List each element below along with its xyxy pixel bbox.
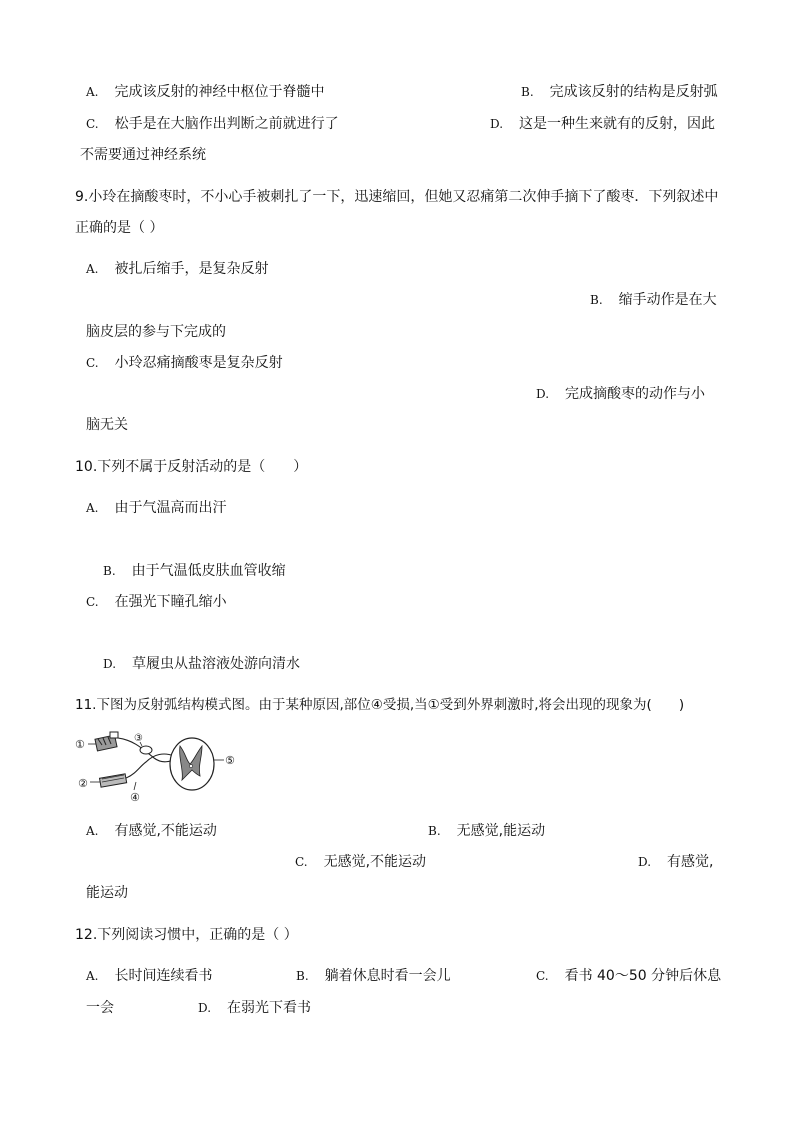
option-letter: A. <box>86 262 99 276</box>
q12-option-c <box>536 966 721 986</box>
q9-option-b <box>590 290 717 310</box>
q9-stem-line2: 正确的是（ ） <box>75 220 164 236</box>
option-text: 有感觉, <box>667 854 714 870</box>
option-text: 无感觉,不能运动 <box>323 854 427 870</box>
q9-option-b-continued: 脑皮层的参与下完成的 <box>86 324 226 340</box>
option-letter: A. <box>86 85 99 99</box>
option-letter: A. <box>86 824 99 838</box>
option-text: 松手是在大脑作出判断之前就进行了 <box>114 116 339 132</box>
option-letter: C. <box>86 117 99 131</box>
option-letter: C. <box>86 595 99 609</box>
q11-stem: 11.下图为反射弧结构模式图。由于某种原因,部位④受损,当①受到外界刺激时,将会出现的现象为( ) <box>75 697 685 713</box>
diagram-label-3: ③ <box>134 733 143 744</box>
q9-option-a <box>86 259 268 279</box>
effector-illustration <box>100 774 127 787</box>
diagram-label-2: ② <box>78 777 88 790</box>
q10-option-a <box>86 498 226 518</box>
option-text: 无感觉,能运动 <box>456 823 546 839</box>
q11-option-d-continued: 能运动 <box>86 885 128 901</box>
q8-option-d <box>490 114 715 134</box>
q11-option-c <box>295 852 426 872</box>
option-letter: D. <box>103 657 117 671</box>
q12-option-a <box>86 966 212 986</box>
q10-option-b <box>103 561 286 581</box>
option-text: 草履虫从盐溶液处游向清水 <box>132 656 301 672</box>
receptor-illustration <box>95 732 118 751</box>
diagram-label-1: ① <box>75 738 85 751</box>
option-letter: A. <box>86 501 99 515</box>
option-text: 在强光下瞳孔缩小 <box>114 594 227 610</box>
efferent-nerve <box>126 754 174 778</box>
q10-option-c <box>86 592 227 612</box>
reflex-arc-diagram <box>74 730 244 802</box>
option-letter: B. <box>428 824 441 838</box>
option-letter: D. <box>490 117 504 131</box>
option-text: 由于气温高而出汗 <box>114 500 227 516</box>
option-text: 完成摘酸枣的动作与小 <box>565 386 706 402</box>
q9-option-c <box>86 353 283 373</box>
q11-option-d <box>638 852 713 872</box>
option-letter: C. <box>86 356 99 370</box>
q10-option-d <box>103 654 300 674</box>
q8-option-c <box>86 114 339 134</box>
q12-option-c-continued: 一会 <box>86 1000 114 1016</box>
option-letter: B. <box>521 85 534 99</box>
option-text: 躺着休息时看一会儿 <box>324 968 451 984</box>
option-letter: A. <box>86 969 99 983</box>
option-text: 有感觉,不能运动 <box>114 823 217 839</box>
option-letter: D. <box>536 387 550 401</box>
option-text: 完成该反射的结构是反射弧 <box>549 84 718 100</box>
option-text: 小玲忍痛摘酸枣是复杂反射 <box>114 355 283 371</box>
option-letter: D. <box>638 855 652 869</box>
q9-option-d-continued: 脑无关 <box>86 417 128 433</box>
option-letter: B. <box>590 293 603 307</box>
option-text: 长时间连续看书 <box>114 968 213 984</box>
option-letter: B. <box>103 564 116 578</box>
option-text: 缩手动作是在大 <box>618 292 717 308</box>
option-text: 由于气温低皮肤血管收缩 <box>131 563 286 579</box>
q11-option-b <box>428 821 545 841</box>
option-text: 被扎后缩手，是复杂反射 <box>114 261 269 277</box>
q12-stem: 12.下列阅读习惯中，正确的是（ ） <box>75 927 298 943</box>
q8-option-a <box>86 82 324 102</box>
option-letter: C. <box>295 855 308 869</box>
option-text: 这是一种生来就有的反射，因此 <box>519 116 716 132</box>
q12-option-d <box>198 998 311 1018</box>
q9-stem-line1: 9.小玲在摘酸枣时，不小心手被刺扎了一下，迅速缩回，但她又忍痛第二次伸手摘下了酸枣．下列叙述中 <box>75 189 719 205</box>
q9-option-d <box>536 384 705 404</box>
ganglion <box>140 746 152 754</box>
option-letter: B. <box>296 969 309 983</box>
option-letter: D. <box>198 1001 212 1015</box>
option-text: 完成该反射的神经中枢位于脊髓中 <box>114 84 325 100</box>
q8-option-b <box>521 82 718 102</box>
option-text: 看书 40～50 分钟后休息 <box>564 968 722 984</box>
q12-option-b <box>296 966 451 986</box>
option-text: 在弱光下看书 <box>227 1000 312 1016</box>
q8-option-d-continued: 不需要通过神经系统 <box>80 147 206 163</box>
diagram-label-4: ④ <box>130 791 140 802</box>
q11-option-a <box>86 821 217 841</box>
spinal-cord-illustration <box>170 738 214 790</box>
option-letter: C. <box>536 969 549 983</box>
diagram-label-5: ⑤ <box>225 754 235 767</box>
q10-stem: 10.下列不属于反射活动的是（ ） <box>75 459 308 475</box>
